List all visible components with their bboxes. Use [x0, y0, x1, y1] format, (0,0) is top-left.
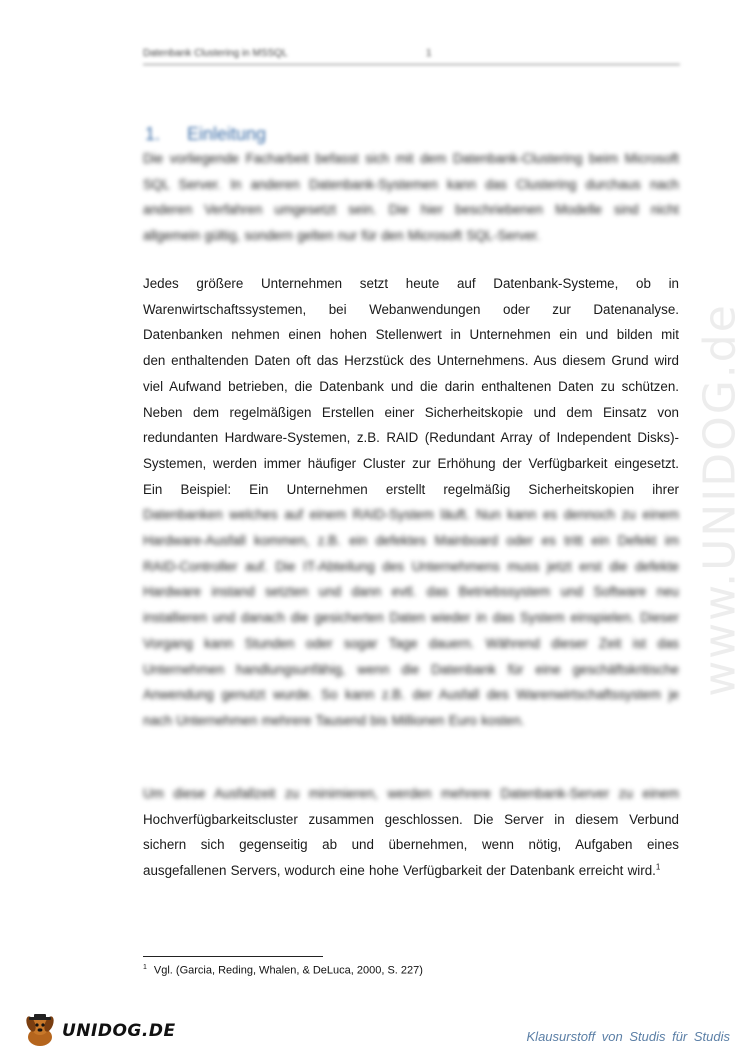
text-line: sichern sich gegenseitig ab und übernehmen, wenn nötig, Aufgaben eines	[143, 837, 679, 853]
heading-number: 1.	[145, 124, 161, 144]
paragraph-intro	[143, 146, 679, 249]
text-line: den enthaltenden Daten oft das Herzstück des Unternehmens. Aus diesem Grund wird	[143, 353, 679, 369]
text-line: ausgefallenen Servers, wodurch eine hohe Verfügbarkeit der Datenbank erreicht wird.	[143, 863, 656, 879]
text-line: Um diese Ausfallzeit zu minimieren, werden mehrere Datenbank-Server zu einem	[143, 786, 679, 801]
text-line: viel Aufwand betrieben, die Datenbank und die darin enthaltenen Daten zu schützen.	[143, 378, 679, 394]
blurred-section	[143, 502, 679, 733]
header-title: Datenbank Clustering in MSSQL	[143, 48, 288, 59]
section-heading	[145, 124, 266, 145]
logo-text: UNIDOG.DE	[62, 1021, 176, 1041]
text-line: installieren und danach die gesicherten Daten wieder in das System einspielen. Dieser	[143, 610, 679, 626]
text-line: Hochverfügbarkeitscluster zusammen geschlossen. Die Server in diesem Verbund	[143, 811, 679, 827]
footnote-marker[interactable]: 1	[655, 862, 661, 872]
text-line: Vorgang kann Stunden oder sogar Tage dauern. Während dieser Zeit ist das	[143, 635, 679, 651]
paragraph-main	[143, 271, 679, 734]
footnote-divider	[143, 956, 323, 957]
text-line: Systemen, werden immer häufiger Cluster zur Erhöhung der Verfügbarkeit eingesetzt.	[143, 455, 679, 471]
text-line: redundanten Hardware-Systemen, z.B. RAID (Redundant Array of Independent Disks)-	[143, 430, 679, 446]
text-line: SQL Server. In anderen Datenbank-Systemen kann das Clustering durchaus nach	[143, 176, 679, 192]
text-line: RAID-Controller auf. Die IT-Abteilung des Unternehmens muss jetzt erst die defekte	[143, 558, 679, 574]
text-line: Hardware-Ausfall kommen, z.B. ein defektes Mainboard oder es tritt ein Defekt im	[143, 533, 679, 549]
text-line: anderen Verfahren umgesetzt sein. Die hier beschriebenen Modelle sind nicht	[143, 202, 679, 218]
text-line: Hardware instand setzten und dann evtl. das Betriebssystem und Software neu	[143, 584, 679, 600]
footnote-number: 1	[143, 964, 147, 971]
text-line: Warenwirtschaftssystemen, bei Webanwendungen oder zur Datenanalyse.	[143, 301, 679, 317]
heading-title: Einleitung	[187, 124, 267, 144]
text-line: Jedes größere Unternehmen setzt heute auf Datenbank-Systeme, ob in	[143, 276, 679, 291]
text-line: Datenbanken nehmen einen hohen Stellenwert in Unternehmen ein und bilden mit	[143, 327, 679, 343]
text-line: Datenbanken welches auf einem RAID-System läuft. Nun kann es dennoch zu einem	[143, 507, 679, 523]
text-line-with-footnote	[143, 858, 679, 884]
text-line: allgemein gültig, sondern gelten nur für den Microsoft SQL-Server.	[143, 228, 540, 244]
text-line: Neben dem regelmäßigen Erstellen einer Sicherheitskopie und dem Einsatz von	[143, 404, 679, 420]
footnote	[143, 964, 423, 977]
running-header	[143, 46, 680, 65]
text-line: Unternehmen handlungsunfähig, wenn die Datenbank für eine geschäftskritische	[143, 661, 679, 677]
text-line: nach Unternehmen mehrere Tausend bis Millionen Euro kosten.	[143, 712, 525, 728]
slogan: Klausurstoff von Studis für Studis	[526, 1029, 730, 1044]
unidog-logo[interactable]	[20, 1013, 176, 1049]
text-line: Anwendung genutzt wurde. So kann z.B. der Ausfall des Warenwirtschaftssystem je	[143, 687, 679, 703]
text-line: Ein Beispiel: Ein Unternehmen erstellt regelmäßig Sicherheitskopien ihrer	[143, 481, 679, 497]
footnote-text: Vgl. (Garcia, Reding, Whalen, & DeLuca, 2000, S. 227)	[153, 964, 423, 977]
text-line: Die vorliegende Facharbeit befasst sich mit dem Datenbank-Clustering beim Microsoft	[143, 151, 679, 166]
dog-mascot-icon	[20, 1013, 60, 1049]
paragraph-cluster	[143, 781, 679, 884]
header-page-number: 1	[426, 48, 432, 59]
watermark-text: www.UNIDOG.de	[694, 303, 746, 697]
watermark	[694, 270, 746, 730]
